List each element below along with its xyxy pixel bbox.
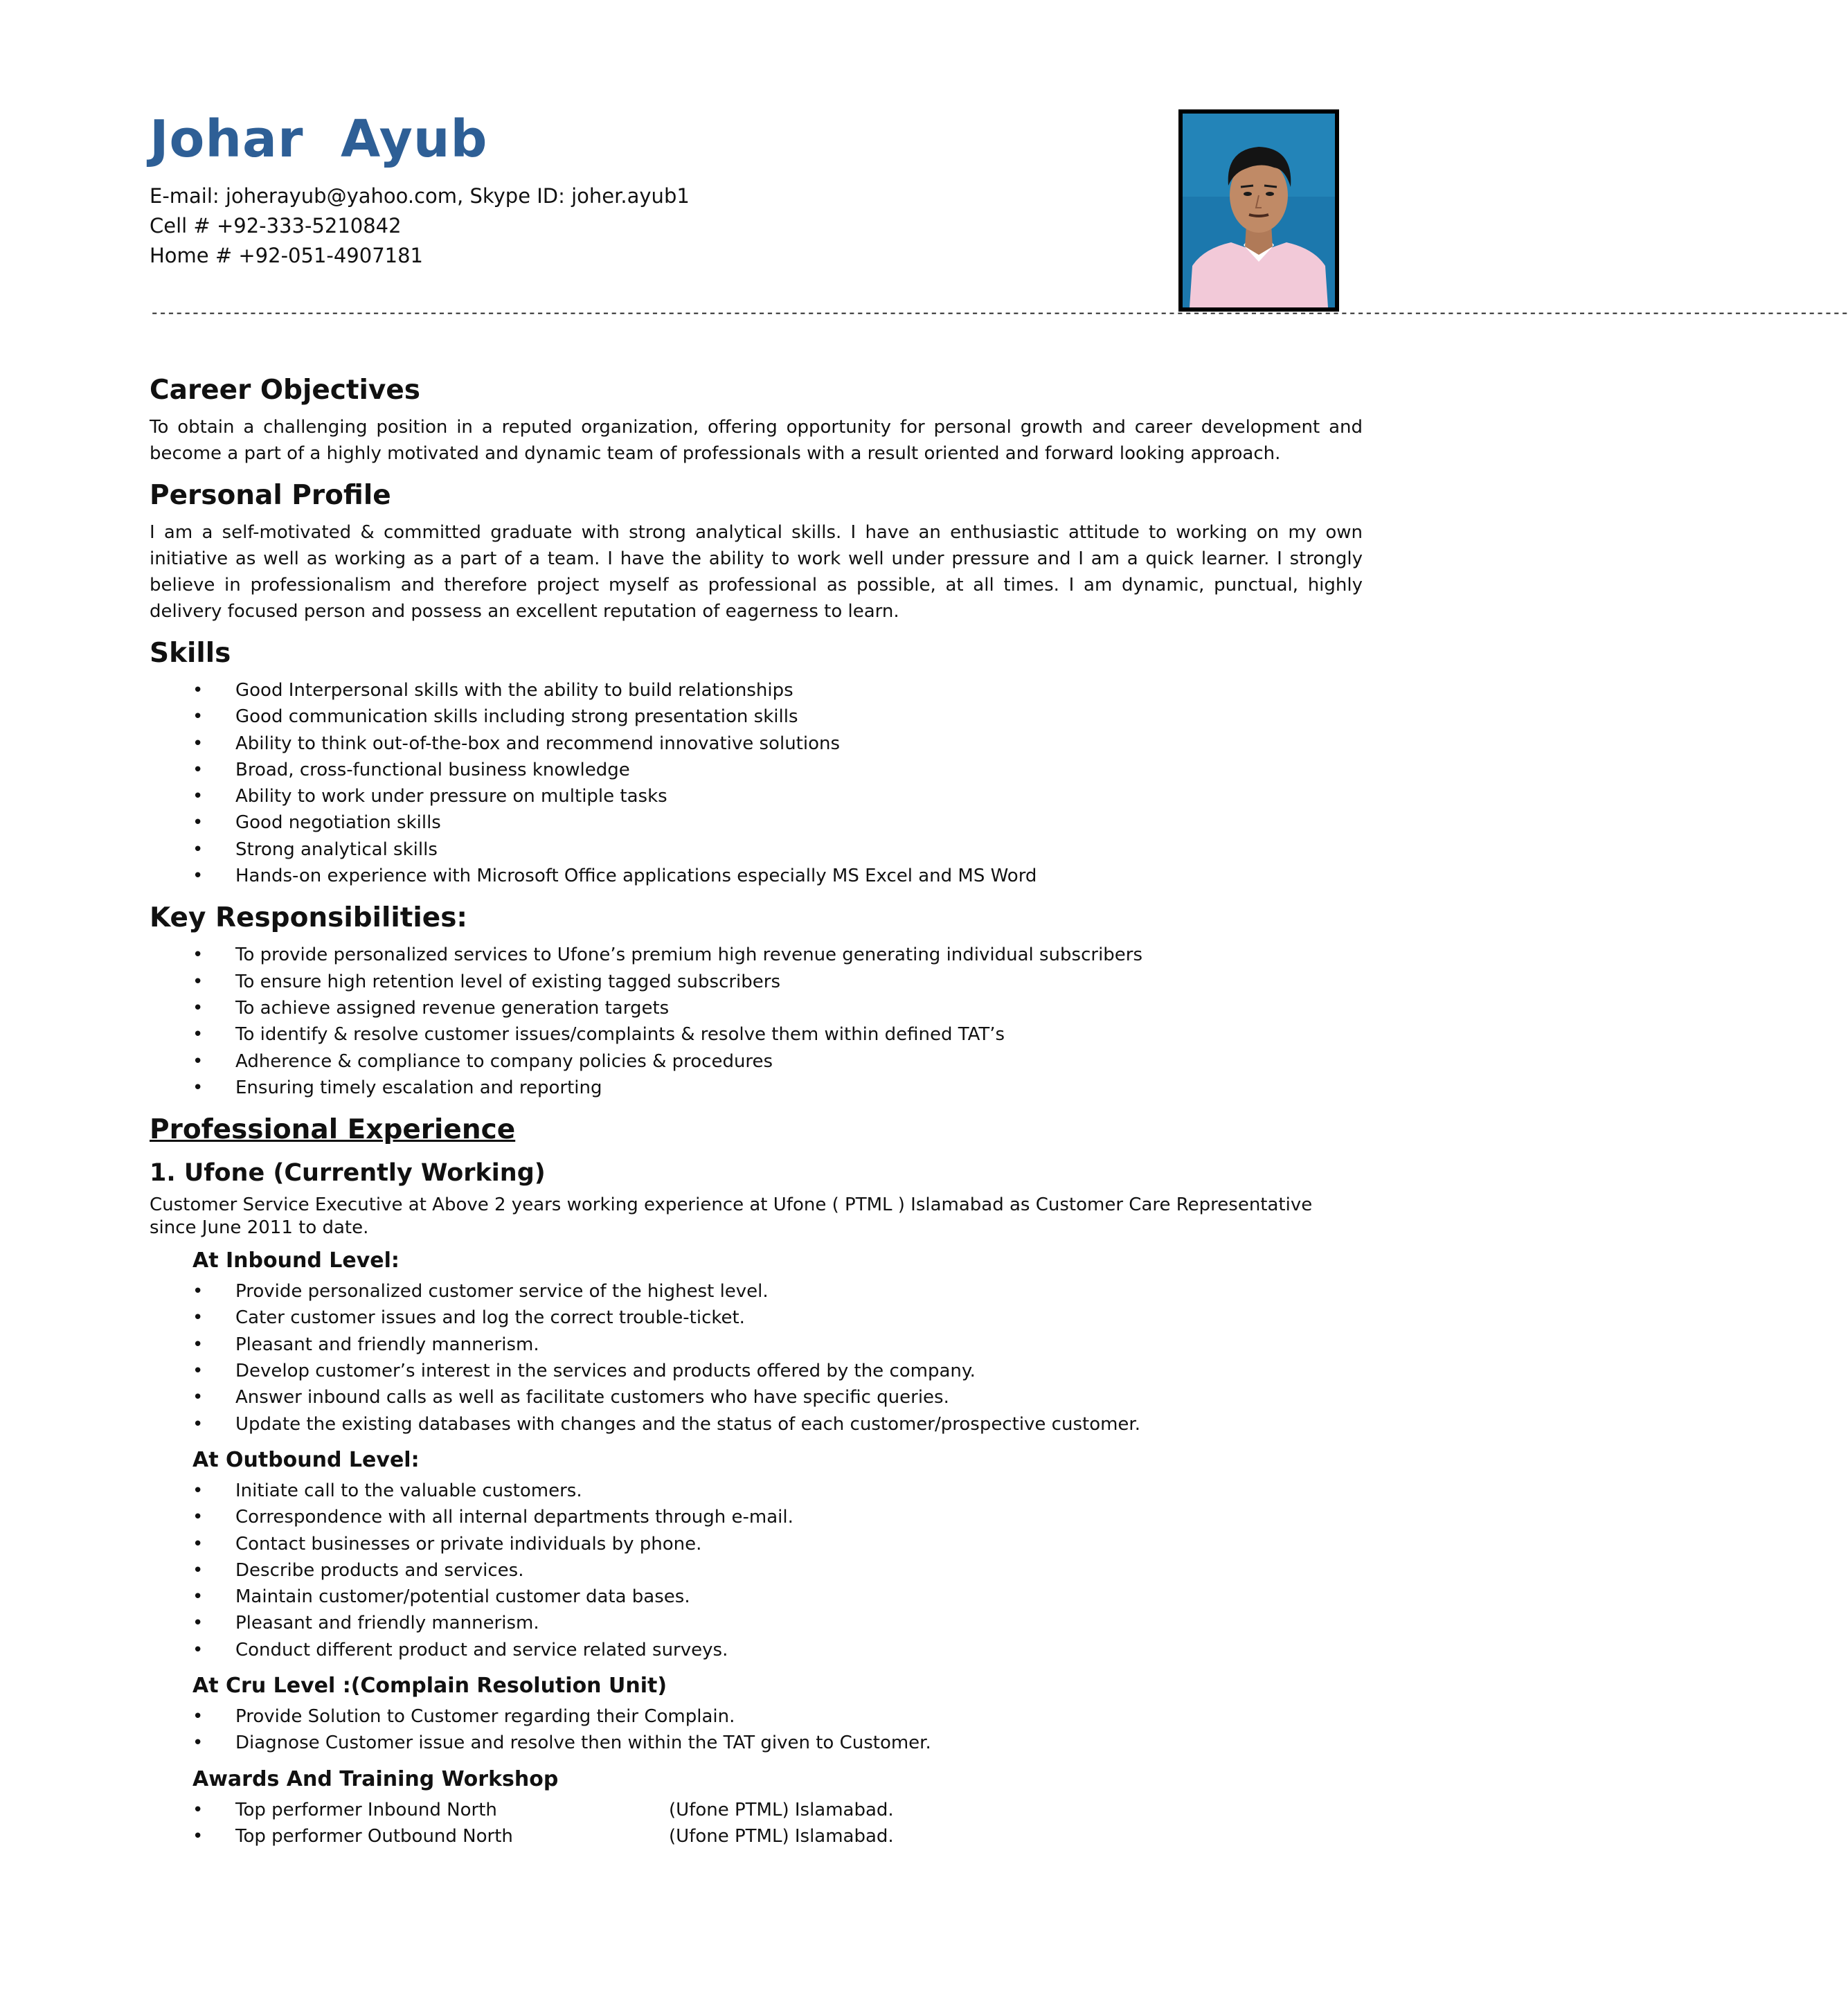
professional-experience-heading: Professional Experience <box>150 1114 516 1146</box>
awards-list <box>150 1797 1363 1850</box>
list-item: • Adherence & compliance to company policies & procedures <box>150 1048 1363 1075</box>
job-title: 1. Ufone (Currently Working) <box>150 1159 546 1188</box>
contact-email-line: E-mail: joherayub@yahoo.com, Skype ID: joher.ayub1 <box>150 184 690 208</box>
key-responsibilities-heading: Key Responsibilities: <box>150 902 468 934</box>
award-name: Top performer Inbound North <box>235 1799 497 1820</box>
header-divider: --------------------------------------------------------------------------------------------------------------------------------------------------------------------------------------------------------------- <box>150 303 1848 322</box>
list-item: • Initiate call to the valuable customers. <box>150 1478 1363 1504</box>
list-item: • Develop customer’s interest in the services and products offered by the company. <box>150 1358 1363 1384</box>
list-item: • To provide personalized services to Ufone’s premium high revenue generating individual subscribers <box>150 942 1363 968</box>
list-item: • Broad, cross-functional business knowledge <box>150 757 1363 783</box>
list-item: • Describe products and services. <box>150 1557 1363 1584</box>
profile-photo <box>1178 109 1339 312</box>
professional-experience-section <box>150 1111 1363 1850</box>
list-item: • Good communication skills including strong presentation skills <box>150 704 1363 730</box>
cru-level-heading: At Cru Level :(Complain Resolution Unit) <box>192 1674 667 1699</box>
list-item: • Pleasant and friendly mannerism. <box>150 1332 1363 1358</box>
list-item: • Provide personalized customer service of the highest level. <box>150 1278 1363 1305</box>
outbound-level-heading: At Outbound Level: <box>192 1447 420 1472</box>
job-description: Customer Service Executive at Above 2 years working experience at Ufone ( PTML ) Islamabad as Customer Care Representative since June 2011 to date. <box>150 1194 1313 1239</box>
skills-section <box>150 634 1363 889</box>
list-item: • Ability to work under pressure on multiple tasks <box>150 783 1363 809</box>
list-item: • To achieve assigned revenue generation targets <box>150 995 1363 1021</box>
outbound-list <box>150 1478 1363 1663</box>
award-item <box>150 1797 1363 1823</box>
list-item: • Ability to think out-of-the-box and recommend innovative solutions <box>150 731 1363 757</box>
list-item: • Provide Solution to Customer regarding their Complain. <box>150 1703 1363 1730</box>
skills-heading: Skills <box>150 638 231 669</box>
awards-heading: Awards And Training Workshop <box>192 1766 559 1791</box>
list-item: • Answer inbound calls as well as facilitate customers who have specific queries. <box>150 1384 1363 1411</box>
cru-list <box>150 1703 1363 1757</box>
inbound-list <box>150 1278 1363 1438</box>
list-item: • Diagnose Customer issue and resolve then within the TAT given to Customer. <box>150 1730 1363 1756</box>
responsibilities-list <box>150 942 1363 1101</box>
list-item: • Correspondence with all internal departments through e-mail. <box>150 1504 1363 1530</box>
skills-list <box>150 677 1363 889</box>
award-item <box>150 1823 1363 1850</box>
list-item: • To ensure high retention level of existing tagged subscribers <box>150 969 1363 995</box>
candidate-name: Johar Ayub <box>150 109 488 169</box>
list-item: • Pleasant and friendly mannerism. <box>150 1610 1363 1636</box>
personal-profile-heading: Personal Profile <box>150 480 391 511</box>
list-item: • Ensuring timely escalation and reporting <box>150 1075 1363 1101</box>
list-item: • Maintain customer/potential customer data bases. <box>150 1584 1363 1610</box>
key-responsibilities-section <box>150 899 1363 1101</box>
inbound-level-heading: At Inbound Level: <box>192 1248 400 1273</box>
contact-info <box>150 181 690 271</box>
resume-body <box>150 371 1363 1850</box>
career-objectives-heading: Career Objectives <box>150 375 420 406</box>
award-place: (Ufone PTML) Islamabad. <box>669 1825 894 1847</box>
list-item: • To identify & resolve customer issues/complaints & resolve them within defined TAT’s <box>150 1021 1363 1048</box>
portrait-image <box>1183 114 1335 307</box>
list-item: • Update the existing databases with changes and the status of each customer/prospective customer. <box>150 1411 1363 1438</box>
list-item: • Conduct different product and service related surveys. <box>150 1637 1363 1663</box>
list-item: • Good Interpersonal skills with the ability to build relationships <box>150 677 1363 704</box>
list-item: • Strong analytical skills <box>150 836 1363 863</box>
contact-cell-line: Cell # +92-333-5210842 <box>150 214 402 238</box>
contact-home-line: Home # +92-051-4907181 <box>150 244 424 267</box>
personal-profile-text: I am a self-motivated & committed graduate with strong analytical skills. I have an enthusiastic attitude to working on my own initiative as well as working as a part of a team. I have the ability to work well under pressure and I am a quick learner. I strongly believe in professionalism and therefore project myself as professional as possible, at all times. I am dynamic, punctual, highly delivery focused person and possess an excellent reputation of eagerness to learn. <box>150 522 1363 622</box>
list-item: • Contact businesses or private individuals by phone. <box>150 1531 1363 1557</box>
personal-profile-section <box>150 476 1363 625</box>
award-place: (Ufone PTML) Islamabad. <box>669 1799 894 1820</box>
list-item: • Hands-on experience with Microsoft Office applications especially MS Excel and MS Word <box>150 863 1363 889</box>
list-item: • Cater customer issues and log the correct trouble-ticket. <box>150 1305 1363 1331</box>
career-objectives-section <box>150 371 1363 467</box>
career-objectives-text: To obtain a challenging position in a reputed organization, offering opportunity for personal growth and career development and become a part of a highly motivated and dynamic team of professionals with a result oriented and forward looking approach. <box>150 417 1363 464</box>
list-item: • Good negotiation skills <box>150 809 1363 836</box>
award-name: Top performer Outbound North <box>235 1825 513 1847</box>
